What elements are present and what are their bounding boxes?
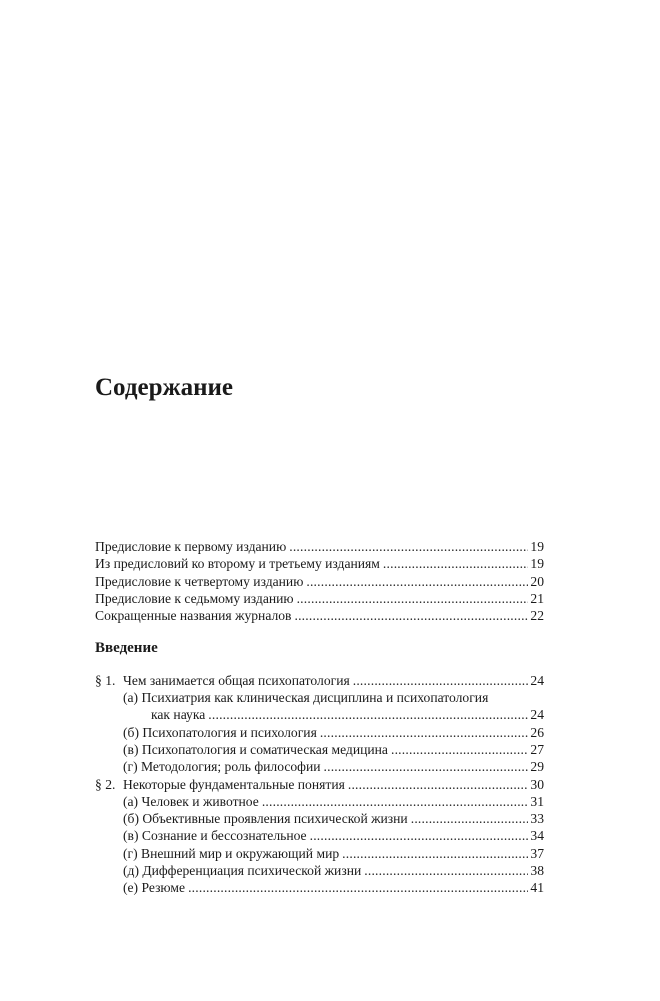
toc-entry-page: 41 [530, 880, 544, 896]
paragraph-number: § 2. [95, 776, 116, 792]
toc-subentry[interactable] [95, 741, 544, 758]
dot-leader [297, 590, 529, 607]
dot-leader [320, 724, 529, 741]
toc-paragraph-entry[interactable] [95, 776, 544, 793]
toc-entry[interactable] [95, 573, 544, 590]
dot-leader [342, 845, 528, 862]
toc-entry[interactable] [95, 607, 544, 624]
dot-leader [391, 741, 528, 758]
toc-entry-page: 19 [530, 539, 544, 554]
toc-entry-title: (б) Психопатология и психология [123, 724, 317, 740]
dot-leader [188, 879, 528, 896]
toc-entry-title: (в) Психопатология и соматическая медицина [123, 741, 388, 757]
toc-entry-title: Чем занимается общая психопатология [123, 672, 350, 688]
toc-subentry[interactable] [95, 879, 544, 896]
table-of-contents [95, 538, 544, 897]
toc-subentry[interactable] [95, 758, 544, 775]
toc-entry-page: 31 [530, 793, 544, 809]
dot-leader [324, 758, 529, 775]
toc-subentry[interactable] [95, 706, 544, 723]
toc-entry-title: (г) Внешний мир и окружающий мир [123, 845, 340, 861]
toc-entry-title: Сокращенные названия журналов [95, 608, 292, 624]
toc-entry-page: 34 [530, 828, 544, 844]
toc-subentry[interactable] [95, 862, 544, 879]
toc-entry-title-continued: как наука [151, 707, 206, 723]
dot-leader [310, 827, 529, 844]
toc-entry-page: 33 [530, 811, 544, 827]
toc-entry-page: 24 [530, 672, 544, 688]
toc-entry-title: Из предисловий ко второму и третьему изданиям [95, 556, 380, 572]
toc-entry-page: 24 [530, 707, 544, 723]
toc-entry-page: 27 [530, 741, 544, 757]
toc-subentry[interactable] [95, 810, 544, 827]
toc-entry-title: Предисловие к седьмому изданию [95, 590, 294, 606]
toc-entry-title: (в) Сознание и бессознательное [123, 828, 307, 844]
dot-leader [208, 706, 528, 723]
toc-entry-title: Некоторые фундаментальные понятия [123, 776, 345, 792]
toc-entry-title: (е) Резюме [123, 880, 186, 896]
dot-leader [289, 538, 528, 555]
toc-entry-page: 22 [530, 608, 544, 624]
dot-leader [262, 793, 529, 810]
toc-entry-page: 38 [530, 863, 544, 879]
toc-entry-page: 20 [530, 573, 544, 589]
toc-entry-page: 26 [530, 724, 544, 740]
dot-leader [306, 573, 528, 590]
toc-subentry[interactable] [95, 793, 544, 810]
paragraph-number: § 1. [95, 672, 116, 688]
toc-entry-title[interactable]: (а) Психиатрия как клиническая дисциплина и психопатология [123, 690, 489, 706]
toc-entry-title: (г) Методология; роль философии [123, 759, 321, 775]
toc-subentry[interactable] [95, 827, 544, 844]
dot-leader [353, 672, 529, 689]
toc-entry-page: 19 [530, 556, 544, 572]
section-heading: Введение [95, 640, 158, 657]
toc-entry-page: 30 [530, 776, 544, 792]
toc-paragraph-entry[interactable] [95, 672, 544, 689]
toc-entry[interactable] [95, 590, 544, 607]
toc-subentry[interactable] [95, 724, 544, 741]
dot-leader [364, 862, 528, 879]
dot-leader [383, 555, 529, 572]
toc-entry[interactable] [95, 538, 544, 555]
toc-entry-title: (д) Дифференциация психической жизни [123, 863, 362, 879]
toc-entry-page: 21 [530, 590, 544, 606]
toc-entry-title: Предисловие к четвертому изданию [95, 573, 304, 589]
toc-entry-title: Предисловие к первому изданию [95, 539, 287, 554]
toc-subentry[interactable] [95, 845, 544, 862]
toc-entry-page: 29 [530, 759, 544, 775]
toc-entry-title: (а) Человек и животное [123, 793, 259, 809]
toc-entry-title: (б) Объективные проявления психической жизни [123, 811, 408, 827]
dot-leader [348, 776, 529, 793]
page-title: Содержание [95, 374, 234, 401]
dot-leader [411, 810, 529, 827]
dot-leader [294, 607, 528, 624]
toc-entry[interactable] [95, 555, 544, 572]
toc-entry-page: 37 [530, 845, 544, 861]
